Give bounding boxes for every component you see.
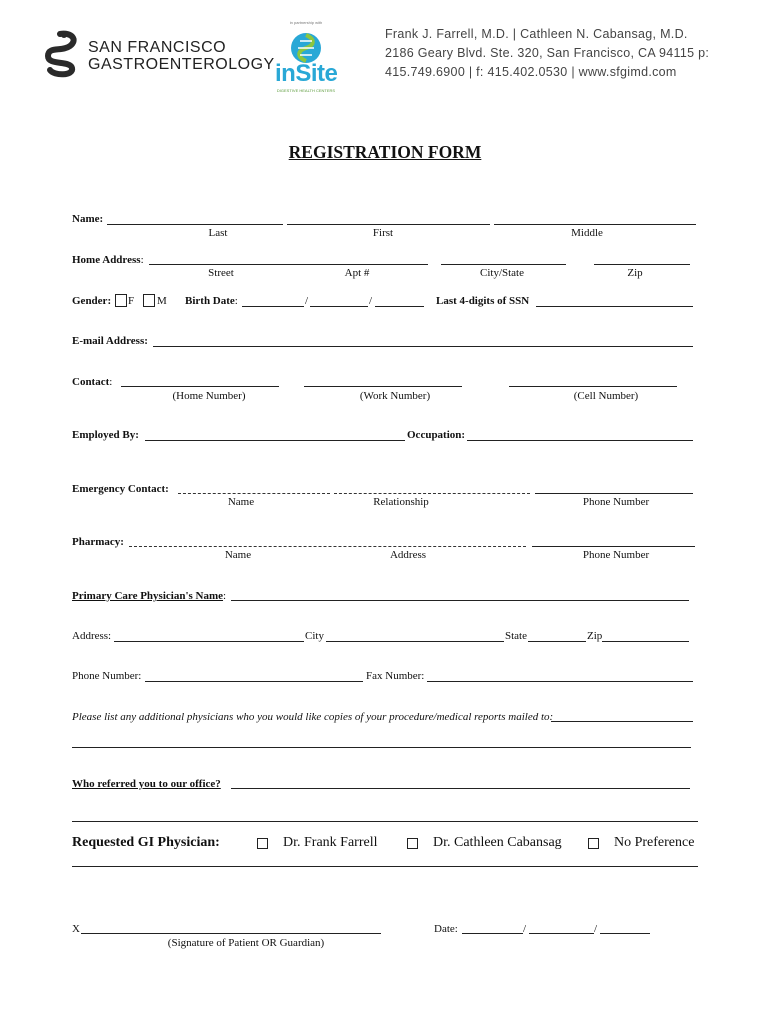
email-label: E-mail Address: <box>72 335 148 347</box>
city-state-field[interactable] <box>441 264 566 265</box>
pcp-zip-field[interactable] <box>602 641 689 642</box>
insite-tagline: DIGESTIVE HEALTH CENTERS <box>276 88 336 93</box>
cell-number-field[interactable] <box>509 386 677 387</box>
header-address: 2186 Geary Blvd. Ste. 320, San Francisco, CA 94115 p: <box>385 46 710 60</box>
emergency-name-field[interactable] <box>178 493 330 494</box>
pharmacy-name-field[interactable] <box>129 546 526 547</box>
caption-relationship: Relationship <box>373 496 429 508</box>
birth-year-field[interactable] <box>375 306 424 307</box>
date-separator: / <box>594 923 598 935</box>
gi-divider-bottom <box>72 866 698 867</box>
caption-street: Street <box>208 267 234 279</box>
no-preference-checkbox[interactable] <box>588 838 599 849</box>
signature-field[interactable] <box>81 933 381 934</box>
ssn-field[interactable] <box>536 306 693 307</box>
pcp-phone-field[interactable] <box>145 681 363 682</box>
caption-pharmacy-phone: Phone Number <box>582 549 650 561</box>
birth-date-label: Birth Date <box>185 295 235 307</box>
gender-f-label: F <box>128 295 135 307</box>
referred-field[interactable] <box>231 788 690 789</box>
pcp-fax-field[interactable] <box>427 681 693 682</box>
name-label: Name: <box>72 213 104 225</box>
last-name-field[interactable] <box>107 224 283 225</box>
pcp-state-field[interactable] <box>528 641 586 642</box>
caption-first: First <box>372 227 394 239</box>
clinic-name-line2: GASTROENTEROLOGY <box>88 56 275 73</box>
first-name-field[interactable] <box>287 224 490 225</box>
caption-last: Last <box>208 227 228 239</box>
insite-logo-text: inSite <box>275 60 338 87</box>
pcp-fax-label: Fax Number: <box>366 670 425 682</box>
date-separator: / <box>369 295 373 307</box>
referred-label: Who referred you to our office? <box>72 778 221 790</box>
emergency-relationship-field[interactable] <box>334 493 530 494</box>
pcp-state-label: State <box>505 630 527 642</box>
caption-apt: Apt # <box>344 267 370 279</box>
clinic-name-line1: SAN FRANCISCO <box>88 39 227 56</box>
date-label: Date: <box>434 923 458 935</box>
middle-name-field[interactable] <box>494 224 696 225</box>
caption-pharmacy-name: Name <box>224 549 252 561</box>
signature-x: X <box>72 923 80 935</box>
gi-divider-top <box>72 821 698 822</box>
pcp-phone-label: Phone Number: <box>72 670 142 682</box>
gender-f-checkbox[interactable] <box>115 294 127 307</box>
home-address-label: Home Address <box>72 254 141 266</box>
employed-field[interactable] <box>145 440 405 441</box>
email-field[interactable] <box>153 346 693 347</box>
home-number-field[interactable] <box>121 386 279 387</box>
pcp-address-label: Address: <box>72 630 112 642</box>
caption-pharmacy-address: Address <box>389 549 427 561</box>
occupation-label: Occupation: <box>407 429 466 441</box>
gender-m-checkbox[interactable] <box>143 294 155 307</box>
pcp-address-field[interactable] <box>114 641 304 642</box>
caption-emergency-name: Name <box>227 496 255 508</box>
emergency-label: Emergency Contact: <box>72 483 169 495</box>
dr-cabansag-label: Dr. Cathleen Cabansag <box>433 835 562 850</box>
dr-farrell-label: Dr. Frank Farrell <box>283 835 378 850</box>
caption-emergency-phone: Phone Number <box>582 496 650 508</box>
ssn-label: Last 4-digits of SSN <box>436 295 530 307</box>
form-title: REGISTRATION FORM <box>288 142 482 162</box>
caption-zip: Zip <box>627 267 643 279</box>
birth-day-field[interactable] <box>310 306 368 307</box>
date-day-field[interactable] <box>529 933 594 934</box>
date-separator: / <box>523 923 527 935</box>
header-contact: 415.749.6900 | f: 415.402.0530 | www.sfgimd.com <box>385 65 677 79</box>
pcp-city-label: City <box>305 630 324 642</box>
zip-field[interactable] <box>594 264 690 265</box>
street-field[interactable] <box>149 264 428 265</box>
caption-work-number: (Work Number) <box>359 390 431 402</box>
occupation-field[interactable] <box>467 440 693 441</box>
pcp-city-field[interactable] <box>326 641 504 642</box>
birth-month-field[interactable] <box>242 306 304 307</box>
contact-label: Contact <box>72 376 110 388</box>
digestive-tract-icon <box>40 30 82 78</box>
no-preference-label: No Preference <box>614 835 695 850</box>
dr-farrell-checkbox[interactable] <box>257 838 268 849</box>
date-month-field[interactable] <box>462 933 523 934</box>
caption-middle: Middle <box>571 227 603 239</box>
pcp-zip-label: Zip <box>587 630 603 642</box>
gender-label: Gender: <box>72 295 112 307</box>
date-separator: / <box>305 295 309 307</box>
insite-logo <box>270 20 342 96</box>
caption-city-state: City/State <box>480 267 524 279</box>
additional-physicians-label: Please list any additional physicians who you would like copies of your procedure/medical reports mailed to: <box>72 711 554 723</box>
insite-top-text: in partnership with <box>289 20 323 25</box>
additional-physicians-field[interactable] <box>551 721 693 722</box>
work-number-field[interactable] <box>304 386 462 387</box>
pcp-label: Primary Care Physician's Name <box>72 590 224 602</box>
pharmacy-label: Pharmacy: <box>72 536 124 548</box>
pcp-name-field[interactable] <box>231 600 689 601</box>
signature-caption: (Signature of Patient OR Guardian) <box>167 937 325 949</box>
header-doctors: Frank J. Farrell, M.D. | Cathleen N. Cabansag, M.D. <box>385 27 688 41</box>
gi-physician-label: Requested GI Physician: <box>72 835 220 850</box>
pharmacy-phone-field[interactable] <box>532 546 695 547</box>
dr-cabansag-checkbox[interactable] <box>407 838 418 849</box>
gender-m-label: M <box>157 295 167 307</box>
additional-physicians-field-2[interactable] <box>72 747 691 748</box>
caption-home-number: (Home Number) <box>172 390 246 402</box>
date-year-field[interactable] <box>600 933 650 934</box>
caption-cell-number: (Cell Number) <box>573 390 639 402</box>
employed-label: Employed By: <box>72 429 139 441</box>
emergency-phone-field[interactable] <box>535 493 693 494</box>
